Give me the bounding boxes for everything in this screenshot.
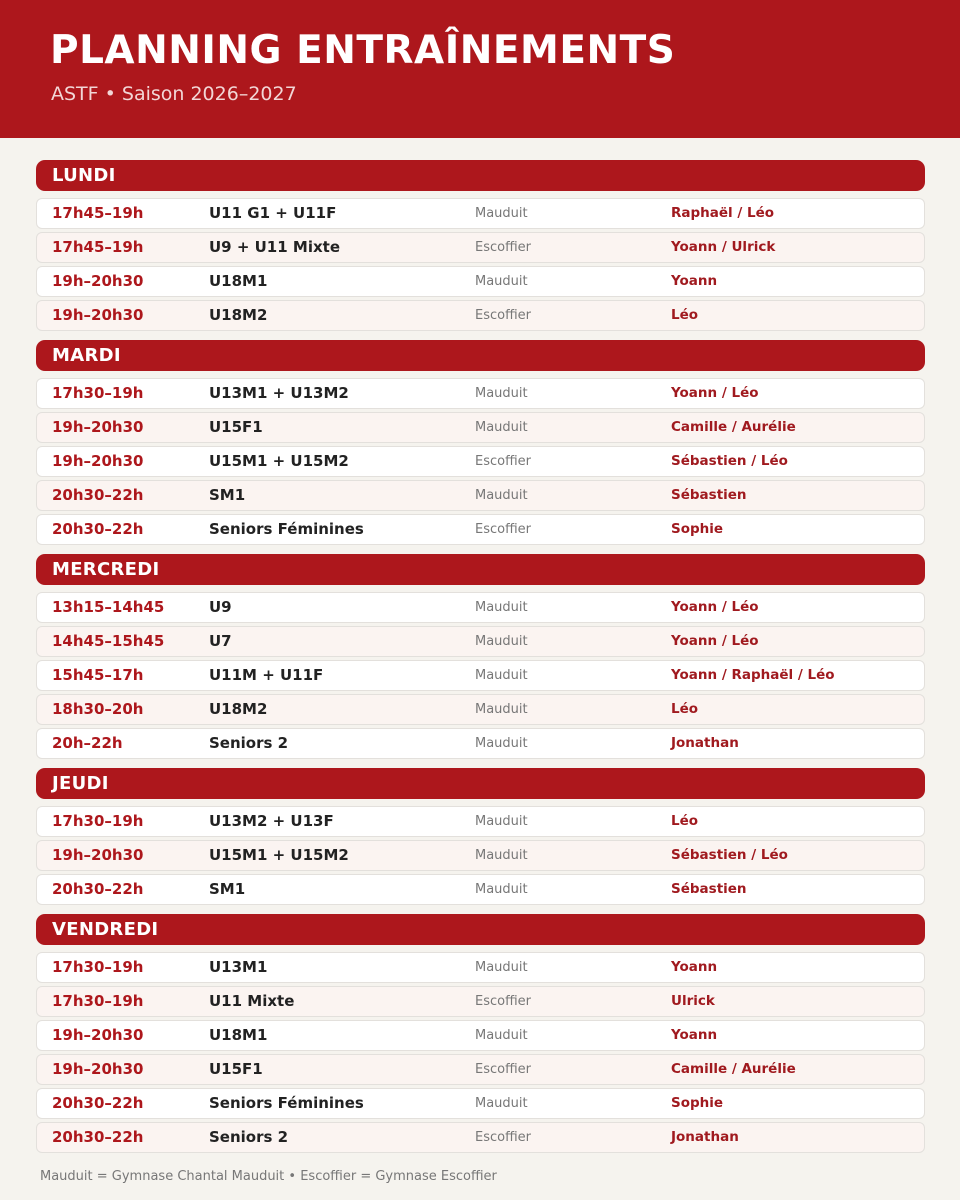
session-time: 19h–20h30 — [52, 1060, 144, 1078]
session-row — [36, 660, 925, 691]
session-row — [36, 986, 925, 1017]
session-row — [36, 232, 925, 263]
session-venue: Escoffier — [475, 240, 531, 255]
day-header: JEUDI — [36, 768, 925, 799]
session-row — [36, 1088, 925, 1119]
session-group: U11 Mixte — [209, 992, 295, 1010]
venue-legend: Mauduit = Gymnase Chantal Mauduit • Escoffier = Gymnase Escoffier — [40, 1169, 497, 1184]
session-coaches: Camille / Aurélie — [671, 419, 796, 435]
session-coaches: Sophie — [671, 521, 724, 537]
session-time: 19h–20h30 — [52, 452, 144, 470]
session-coaches: Yoann — [671, 959, 718, 975]
session-coaches: Sophie — [671, 1095, 724, 1111]
session-venue: Escoffier — [475, 454, 531, 469]
session-row — [36, 1122, 925, 1153]
session-venue: Mauduit — [475, 386, 528, 401]
session-venue: Mauduit — [475, 1096, 528, 1111]
session-group: U18M2 — [209, 700, 268, 718]
session-group: U13M1 — [209, 958, 268, 976]
session-coaches: Léo — [671, 307, 699, 323]
session-time: 20h30–22h — [52, 486, 144, 504]
day-header: LUNDI — [36, 160, 925, 191]
session-group: U9 + U11 Mixte — [209, 238, 340, 256]
session-group: U18M1 — [209, 272, 268, 290]
session-row — [36, 694, 925, 725]
session-group: Seniors Féminines — [209, 1094, 364, 1112]
session-coaches: Sébastien — [671, 487, 747, 503]
session-group: U15F1 — [209, 418, 263, 436]
session-venue: Mauduit — [475, 420, 528, 435]
session-group: U13M2 + U13F — [209, 812, 334, 830]
session-coaches: Yoann — [671, 1027, 718, 1043]
session-coaches: Yoann — [671, 273, 718, 289]
session-coaches: Yoann / Raphaël / Léo — [671, 667, 835, 683]
session-coaches: Yoann / Léo — [671, 385, 759, 401]
session-group: U9 — [209, 598, 232, 616]
session-row — [36, 378, 925, 409]
session-venue: Mauduit — [475, 1028, 528, 1043]
session-coaches: Sébastien — [671, 881, 747, 897]
session-group: U15M1 + U15M2 — [209, 452, 349, 470]
session-row — [36, 874, 925, 905]
session-time: 20h–22h — [52, 734, 123, 752]
session-row — [36, 592, 925, 623]
session-group: Seniors 2 — [209, 734, 289, 752]
session-venue: Mauduit — [475, 736, 528, 751]
session-group: U15F1 — [209, 1060, 263, 1078]
session-row — [36, 266, 925, 297]
session-group: U15M1 + U15M2 — [209, 846, 349, 864]
session-group: U13M1 + U13M2 — [209, 384, 349, 402]
session-coaches: Camille / Aurélie — [671, 1061, 796, 1077]
session-time: 17h30–19h — [52, 384, 144, 402]
day-section — [36, 554, 925, 759]
session-time: 15h45–17h — [52, 666, 144, 684]
session-time: 18h30–20h — [52, 700, 144, 718]
session-coaches: Léo — [671, 701, 699, 717]
session-time: 17h45–19h — [52, 204, 144, 222]
day-header: MARDI — [36, 340, 925, 371]
session-time: 19h–20h30 — [52, 418, 144, 436]
session-venue: Escoffier — [475, 522, 531, 537]
session-venue: Mauduit — [475, 600, 528, 615]
day-header: MERCREDI — [36, 554, 925, 585]
session-group: U18M2 — [209, 306, 268, 324]
session-coaches: Jonathan — [671, 735, 739, 751]
session-venue: Escoffier — [475, 1130, 531, 1145]
session-time: 17h30–19h — [52, 992, 144, 1010]
session-group: U11M + U11F — [209, 666, 324, 684]
session-time: 17h30–19h — [52, 958, 144, 976]
session-row — [36, 728, 925, 759]
session-group: SM1 — [209, 880, 246, 898]
session-venue: Mauduit — [475, 882, 528, 897]
session-group: U11 G1 + U11F — [209, 204, 337, 222]
session-row — [36, 840, 925, 871]
session-time: 19h–20h30 — [52, 306, 144, 324]
session-row — [36, 446, 925, 477]
session-time: 20h30–22h — [52, 520, 144, 538]
session-venue: Mauduit — [475, 960, 528, 975]
session-row — [36, 1054, 925, 1085]
session-time: 20h30–22h — [52, 1094, 144, 1112]
session-venue: Mauduit — [475, 634, 528, 649]
session-venue: Mauduit — [475, 702, 528, 717]
session-venue: Mauduit — [475, 274, 528, 289]
session-time: 17h30–19h — [52, 812, 144, 830]
session-venue: Escoffier — [475, 308, 531, 323]
session-venue: Mauduit — [475, 814, 528, 829]
day-header: VENDREDI — [36, 914, 925, 945]
session-group: SM1 — [209, 486, 246, 504]
session-group: U7 — [209, 632, 232, 650]
session-venue: Mauduit — [475, 206, 528, 221]
session-venue: Mauduit — [475, 668, 528, 683]
page-header — [0, 0, 960, 138]
session-coaches: Léo — [671, 813, 699, 829]
session-group: Seniors Féminines — [209, 520, 364, 538]
session-row — [36, 300, 925, 331]
day-section — [36, 914, 925, 1153]
session-group: Seniors 2 — [209, 1128, 289, 1146]
session-row — [36, 480, 925, 511]
session-coaches: Yoann / Léo — [671, 599, 759, 615]
session-row — [36, 626, 925, 657]
page-title: PLANNING ENTRAÎNEMENTS — [50, 28, 676, 73]
session-row — [36, 952, 925, 983]
session-coaches: Raphaël / Léo — [671, 205, 775, 221]
session-time: 13h15–14h45 — [52, 598, 165, 616]
session-coaches: Sébastien / Léo — [671, 453, 788, 469]
session-time: 19h–20h30 — [52, 846, 144, 864]
session-row — [36, 806, 925, 837]
session-time: 20h30–22h — [52, 880, 144, 898]
session-coaches: Yoann / Léo — [671, 633, 759, 649]
session-time: 19h–20h30 — [52, 1026, 144, 1044]
session-coaches: Jonathan — [671, 1129, 739, 1145]
page-subtitle: ASTF • Saison 2026–2027 — [51, 83, 297, 105]
day-section — [36, 340, 925, 545]
session-time: 14h45–15h45 — [52, 632, 165, 650]
session-venue: Escoffier — [475, 1062, 531, 1077]
session-coaches: Sébastien / Léo — [671, 847, 788, 863]
session-venue: Mauduit — [475, 488, 528, 503]
session-coaches: Yoann / Ulrick — [671, 239, 776, 255]
session-row — [36, 198, 925, 229]
session-time: 17h45–19h — [52, 238, 144, 256]
schedule — [36, 160, 925, 1162]
session-coaches: Ulrick — [671, 993, 715, 1009]
day-section — [36, 768, 925, 905]
session-time: 20h30–22h — [52, 1128, 144, 1146]
session-venue: Escoffier — [475, 994, 531, 1009]
session-row — [36, 1020, 925, 1051]
session-group: U18M1 — [209, 1026, 268, 1044]
session-row — [36, 514, 925, 545]
day-section — [36, 160, 925, 331]
session-time: 19h–20h30 — [52, 272, 144, 290]
session-row — [36, 412, 925, 443]
session-venue: Mauduit — [475, 848, 528, 863]
